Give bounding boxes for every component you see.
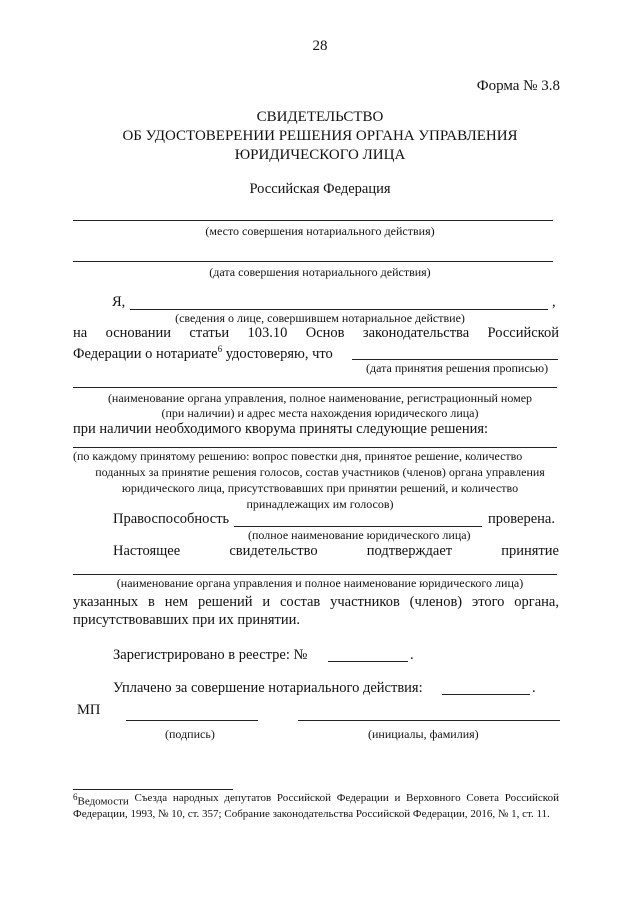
word: подтверждает	[366, 543, 453, 559]
basis-line	[73, 325, 559, 342]
organ-caption-line-2: (при наличии) и адрес места нахождения юридического лица)	[161, 406, 479, 420]
quorum-text: при наличии необходимого кворума приняты следующие решения:	[73, 421, 489, 437]
word: и	[262, 594, 271, 610]
organ-entity-field-line[interactable]	[73, 574, 557, 575]
decisions-field-line[interactable]	[73, 447, 557, 448]
comma: ,	[552, 294, 556, 310]
word: Верховного	[406, 792, 461, 804]
stamp-label: МП	[77, 702, 101, 718]
decisions-caption-line-4: принадлежащих им голосов)	[246, 497, 394, 511]
initials-field-line[interactable]	[298, 720, 560, 721]
word: Российской	[487, 325, 559, 341]
entity-name-field-line[interactable]	[234, 526, 482, 527]
word: Российской	[276, 792, 332, 804]
country-name: Российская Федерация	[249, 181, 391, 197]
word: Настоящее	[113, 543, 181, 559]
word: 103.10	[247, 325, 288, 341]
word: органа,	[514, 594, 559, 610]
footnote-reference[interactable]: 6	[217, 344, 223, 354]
word: принятие	[501, 543, 559, 559]
word: состав	[279, 594, 321, 610]
word: указанных	[73, 594, 139, 610]
paid-dot: .	[532, 680, 536, 696]
organ-entity-caption: (наименование органа управления и полное наименование юридического лица)	[116, 576, 524, 590]
word: народных	[172, 792, 219, 804]
word: и	[394, 792, 401, 804]
word: участников	[330, 594, 400, 610]
word: решений	[197, 594, 253, 610]
fee-field-line[interactable]	[442, 694, 530, 695]
date-field-line[interactable]	[73, 261, 553, 262]
word: этого	[471, 594, 505, 610]
word: (членов)	[409, 594, 463, 610]
decisions-text-line-2: присутствовавших при их принятии.	[73, 612, 300, 628]
decision-date-field-line[interactable]	[352, 359, 558, 360]
document-title-line-1: СВИДЕТЕЛЬСТВО	[256, 109, 384, 125]
word: в	[148, 594, 155, 610]
word: Основ	[305, 325, 345, 341]
word: Совета	[466, 792, 500, 804]
confirm-line	[113, 543, 559, 560]
person-field-line[interactable]	[130, 309, 548, 310]
register-number-field-line[interactable]	[328, 661, 408, 662]
word: статьи	[189, 325, 230, 341]
word: Федерации	[336, 792, 389, 804]
decisions-caption-line-2: поданных за принятие решения голосов, состав участников (членов) органа управления	[95, 465, 545, 479]
document-title-line-3: ЮРИДИЧЕСКОГО ЛИЦА	[234, 147, 406, 163]
registered-label: Зарегистрировано в реестре: №	[113, 647, 308, 663]
footnote-separator	[73, 789, 233, 790]
word: свидетельство	[229, 543, 318, 559]
organ-field-line[interactable]	[73, 387, 557, 388]
certify-line	[73, 344, 333, 363]
word: Съезда	[134, 792, 168, 804]
decisions-caption-line-1: (по каждому принятому решению: вопрос повестки дня, принятое решение, количество	[73, 449, 523, 463]
certify-text: удостоверяю, что	[222, 345, 333, 362]
footnote-mark: 6	[73, 792, 78, 802]
federation-text: Федерации о нотариате	[73, 345, 218, 362]
word: Российской	[504, 792, 559, 804]
word: законодательства	[362, 325, 470, 341]
page-number: 28	[312, 38, 328, 54]
word: основании	[105, 325, 172, 341]
i-label: Я,	[112, 294, 126, 310]
word: нем	[164, 594, 189, 610]
registered-dot: .	[410, 647, 414, 663]
word: на	[73, 325, 88, 341]
organ-caption-line-1: (наименование органа управления, полное наименование, регистрационный номер	[107, 391, 533, 405]
verified-label: проверена.	[488, 511, 555, 527]
place-caption: (место совершения нотариального действия)	[205, 224, 435, 238]
place-field-line[interactable]	[73, 220, 553, 221]
entity-name-caption: (полное наименование юридического лица)	[248, 528, 471, 542]
form-number: Форма № 3.8	[476, 78, 560, 94]
word: $^6$Ведомости	[73, 792, 129, 808]
document-title-line-2: ОБ УДОСТОВЕРЕНИИ РЕШЕНИЯ ОРГАНА УПРАВЛЕНИЯ	[122, 128, 518, 144]
signature-caption: (подпись)	[165, 727, 215, 741]
footnote-line-2: Федерации, 1993, № 10, ст. 357; Собрание законодательства Российской Федерации, 2016, № 1, ст. 11.	[73, 808, 550, 820]
paid-label: Уплачено за совершение нотариального действия:	[113, 680, 423, 696]
initials-caption: (инициалы, фамилия)	[368, 727, 479, 741]
decisions-text-line-1	[73, 594, 559, 611]
date-caption: (дата совершения нотариального действия)	[209, 265, 431, 279]
signature-field-line[interactable]	[126, 720, 258, 721]
capacity-label: Правоспособность	[113, 511, 230, 527]
person-caption: (сведения о лице, совершившем нотариальное действие)	[175, 311, 465, 325]
word: депутатов	[224, 792, 272, 804]
decisions-caption-line-3: юридического лица, присутствовавших при принятии решений, и количество	[121, 481, 519, 495]
decision-date-caption: (дата принятия решения прописью)	[366, 361, 549, 375]
footnote-line-1	[73, 792, 559, 808]
